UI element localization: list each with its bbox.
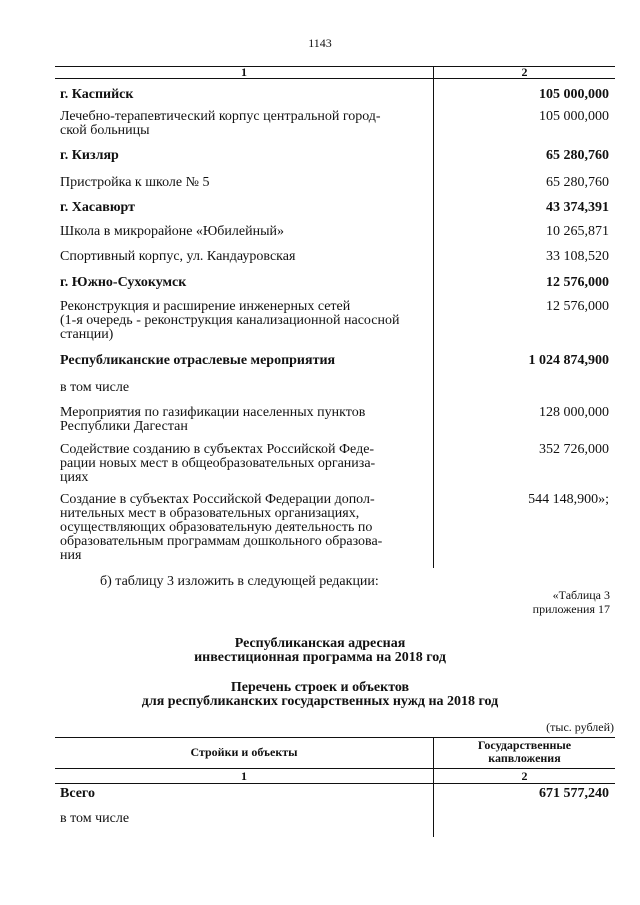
- column-number-1: 1: [241, 769, 247, 783]
- object-amount: 12 576,000: [546, 299, 609, 314]
- object-amount: 128 000,000: [539, 405, 609, 420]
- object-name: Школа в микрорайоне «Юбилейный»: [60, 224, 284, 239]
- group-total: 105 000,000: [539, 87, 609, 102]
- objects-table: [55, 737, 615, 905]
- units-note: (тыс. рублей): [546, 720, 614, 734]
- column-number-2: 2: [521, 65, 528, 79]
- group-name: г. Каспийск: [60, 87, 134, 102]
- group-total: 65 280,760: [546, 148, 609, 163]
- group-total: 43 374,391: [546, 200, 609, 215]
- object-name: Лечебно-терапевтический корпус центральной город- ской больницы: [60, 109, 381, 138]
- group-name: г. Южно-Сухокумск: [60, 275, 187, 290]
- object-amount: 105 000,000: [539, 109, 609, 124]
- column-header-investment: Государственные капвложения: [477, 738, 572, 765]
- program-heading: Республиканская адресная инвестиционная программа на 2018 год: [194, 636, 446, 665]
- column-number-2: 2: [521, 769, 528, 783]
- group-name: Республиканские отраслевые мероприятия: [60, 353, 336, 368]
- object-amount: 10 265,871: [546, 224, 609, 239]
- group-name: г. Хасавюрт: [60, 200, 136, 215]
- total-label: Всего: [60, 786, 95, 801]
- investment-table-continued: [55, 66, 615, 568]
- page-number: 1143: [308, 36, 332, 50]
- object-amount: 65 280,760: [546, 175, 609, 190]
- object-name: Содействие созданию в субъектах Российской Феде- рации новых мест в общеобразовательных организа- циях: [60, 442, 376, 485]
- object-name: Мероприятия по газификации населенных пунктов Республики Дагестан: [60, 405, 366, 434]
- object-amount: 544 148,900»;: [528, 492, 609, 507]
- item-b-text: б) таблицу 3 изложить в следующей редакции:: [100, 574, 379, 589]
- objects-list-heading: Перечень строек и объектов для республиканских государственных нужд на 2018 год: [141, 680, 499, 709]
- object-name: Спортивный корпус, ул. Кандауровская: [60, 249, 296, 264]
- table-3-label: «Таблица 3 приложения 17: [532, 588, 610, 616]
- object-amount: 352 726,000: [539, 442, 609, 457]
- group-total: 1 024 874,900: [528, 353, 609, 368]
- column-divider: [433, 66, 434, 568]
- group-total: 12 576,000: [546, 275, 609, 290]
- object-name: Пристройка к школе № 5: [60, 175, 210, 190]
- column-number-1: 1: [241, 65, 247, 79]
- object-name: Создание в субъектах Российской Федерации допол- нительных мест в образовательных организациях, осуществляющих образовательную деятельность по образовательным программам дошкольного образова- ния: [60, 492, 383, 563]
- object-name: в том числе: [60, 811, 130, 826]
- total-amount: 671 577,240: [539, 786, 609, 801]
- group-name: г. Кизляр: [60, 148, 119, 163]
- object-name: в том числе: [60, 380, 130, 395]
- object-name: Реконструкция и расширение инженерных сетей (1-я очередь - реконструкция канализационной насосной станции): [60, 299, 400, 342]
- column-header-objects: Стройки и объекты: [190, 745, 298, 759]
- object-amount: 33 108,520: [546, 249, 609, 264]
